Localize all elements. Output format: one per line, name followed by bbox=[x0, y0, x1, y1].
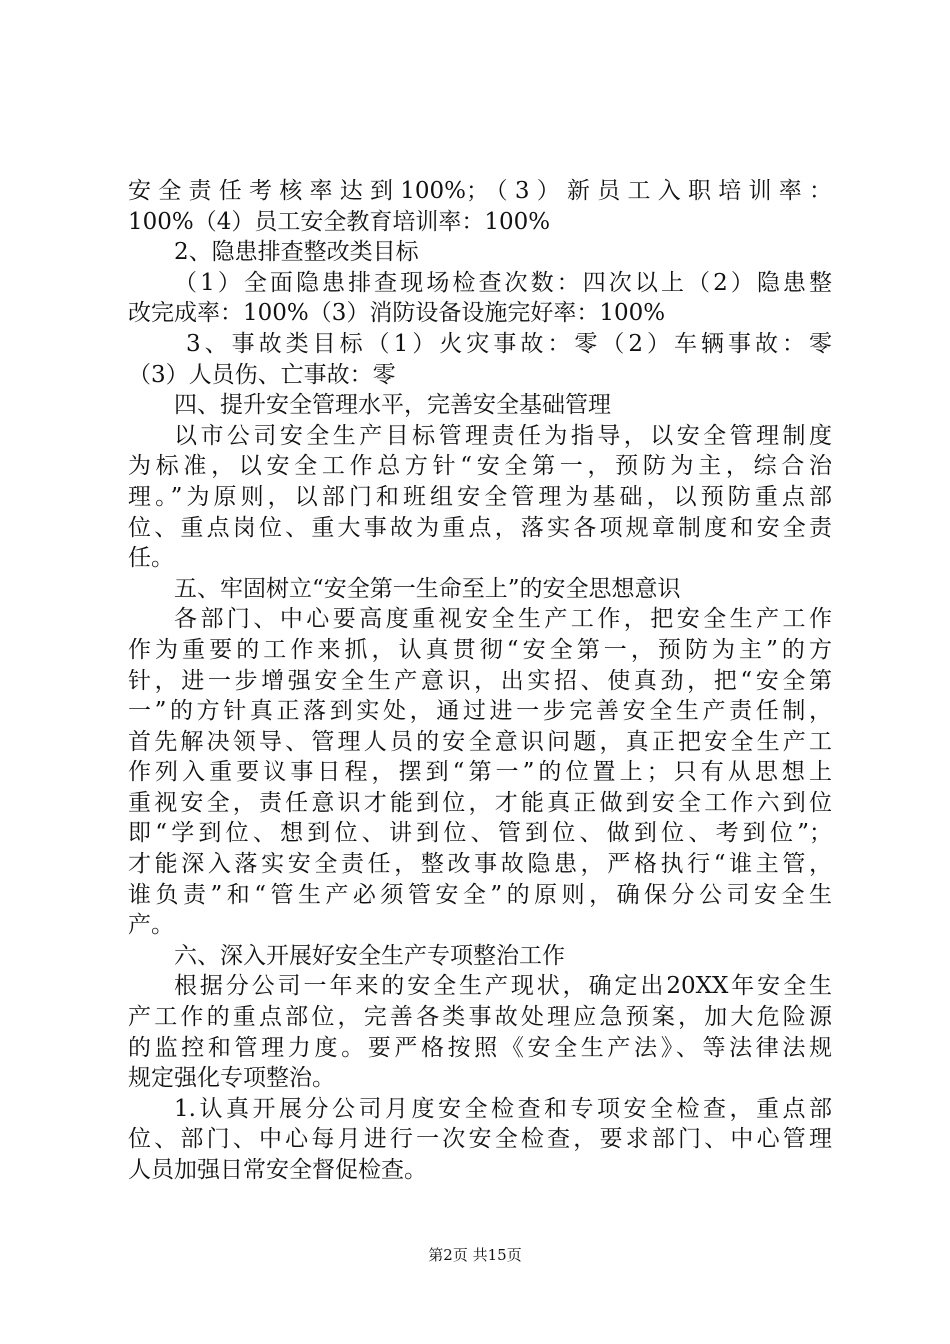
text-line: 才能深入落实安全责任，整改事故隐患，严格执行“谁主管， bbox=[128, 851, 832, 878]
page-footer: 第2页 共15页 bbox=[428, 1246, 522, 1264]
text-line: 2、隐患排查整改类目标 bbox=[174, 239, 419, 266]
text-line: 产。 bbox=[128, 912, 174, 939]
text-line: 任。 bbox=[128, 545, 174, 572]
text-line: 作列入重要议事日程，摆到“第一”的位置上；只有从思想上 bbox=[128, 759, 832, 786]
text-line: 以市公司安全生产目标管理责任为指导，以安全管理制度 bbox=[174, 422, 832, 449]
text-line: 根据分公司一年来的安全生产现状，确定出20XX年安全生 bbox=[174, 973, 832, 1000]
text-line: 产工作的重点部位，完善各类事故处理应急预案，加大危险源 bbox=[128, 1004, 832, 1031]
text-line: 改完成率：100%（3）消防设备设施完好率：100% bbox=[128, 300, 666, 327]
text-line: 六、深入开展好安全生产专项整治工作 bbox=[174, 942, 565, 969]
text-line: 1.认真开展分公司月度安全检查和专项安全检查，重点部 bbox=[174, 1095, 832, 1122]
text-line: 作为重要的工作来抓，认真贯彻“安全第一，预防为主”的方 bbox=[128, 636, 832, 663]
text-line: 重视安全，责任意识才能到位，才能真正做到安全工作六到位 bbox=[128, 789, 832, 816]
text-line: 理。”为原则，以部门和班组安全管理为基础，以预防重点部 bbox=[128, 483, 832, 510]
text-line: 人员加强日常安全督促检查。 bbox=[128, 1157, 427, 1183]
text-line: 100%（4）员工安全教育培训率：100% bbox=[128, 208, 551, 235]
text-line: 的监控和管理力度。要严格按照《安全生产法》、等法律法规 bbox=[128, 1034, 832, 1061]
text-line: 谁负责”和“管生产必须管安全”的原则，确保分公司安全生 bbox=[128, 881, 832, 908]
text-line: 为标准，以安全工作总方针“安全第一，预防为主，综合治 bbox=[128, 453, 832, 480]
text-line: 各部门、中心要高度重视安全生产工作，把安全生产工作 bbox=[174, 606, 832, 633]
text-line: 五、牢固树立“安全第一生命至上”的安全思想意识 bbox=[174, 575, 681, 602]
text-line: 四、提升安全管理水平，完善安全基础管理 bbox=[174, 392, 611, 419]
text-line: 一”的方针真正落到实处，通过进一步完善安全生产责任制， bbox=[128, 698, 832, 725]
text-line: 3、事故类目标（1）火灾事故：零（2）车辆事故：零 bbox=[186, 330, 832, 357]
text-line: 首先解决领导、管理人员的安全意识问题，真正把安全生产工 bbox=[128, 728, 832, 755]
text-line: （3）人员伤、亡事故：零 bbox=[128, 361, 396, 388]
text-line: （1）全面隐患排查现场检查次数：四次以上（2）隐患整 bbox=[174, 269, 832, 296]
text-line: 位、重点岗位、重大事故为重点，落实各项规章制度和安全责 bbox=[128, 514, 832, 541]
text-line: 针，进一步增强安全生产意识，出实招、使真劲，把“安全第 bbox=[128, 667, 832, 694]
text-line: 即“学到位、想到位、讲到位、管到位、做到位、考到位”； bbox=[128, 820, 832, 847]
document-body bbox=[128, 176, 832, 1186]
text-line: 安全责任考核率达到100%；（3）新员工入职培训率： bbox=[128, 178, 832, 204]
text-line: 规定强化专项整治。 bbox=[128, 1065, 335, 1092]
text-line: 位、部门、中心每月进行一次安全检查，要求部门、中心管理 bbox=[128, 1126, 832, 1153]
